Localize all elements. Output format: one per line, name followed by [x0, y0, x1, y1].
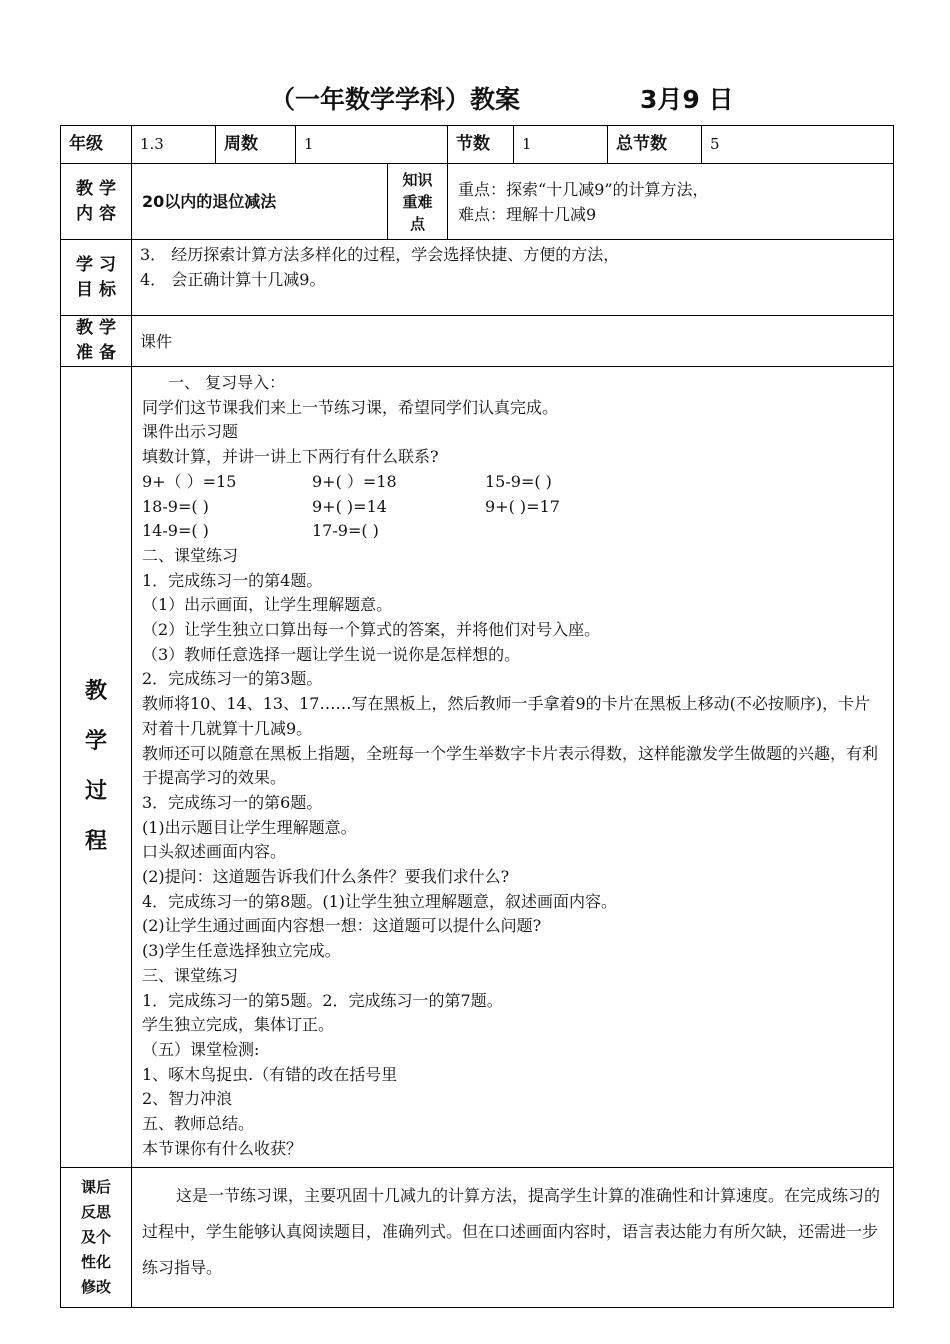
grade-value: 1.3 — [132, 126, 216, 164]
process-line: （五）课堂检测: — [142, 1039, 260, 1059]
process-line: 1、啄木鸟捉虫.（有错的改在括号里 — [142, 1064, 398, 1084]
process-paragraph: 教师还可以随意在黑板上指题，全班每一个学生举数字卡片表示得数，这样能激发学生做题的兴趣，有利于提高学习的效果。 — [142, 743, 879, 788]
process-line: 一、 复习导入： — [168, 373, 286, 392]
label-line: 教 学 — [76, 178, 116, 199]
learning-goals-value — [132, 240, 894, 316]
lesson-plan-title: （一年数学学科）教案 — [270, 85, 521, 114]
process-line: 4．完成练习一的第8题。(1)让学生独立理解题意，叙述画面内容。 — [142, 891, 618, 911]
process-line: 五、教师总结。 — [142, 1114, 255, 1134]
process-line: (3)学生任意选择独立完成。 — [142, 941, 341, 961]
process-line: 2、智力冲浪 — [142, 1089, 233, 1109]
teaching-content-label — [61, 164, 132, 240]
label-line: 学 习 — [76, 254, 116, 275]
goal-item: 3． 经历探索计算方法多样化的过程，学会选择快捷、方便的方法， — [140, 245, 620, 264]
process-line: 二、课堂练习 — [142, 545, 239, 565]
grade-label: 年级 — [61, 126, 132, 164]
process-line: 同学们这节课我们来上一节练习课，希望同学们认真完成。 — [142, 397, 559, 417]
process-line: (1)出示题目让学生理解题意。 — [142, 817, 357, 837]
process-line: 3．完成练习一的第6题。 — [142, 792, 323, 812]
label-char: 程 — [84, 829, 107, 855]
process-line: 填数计算，并讲一讲上下两行有什么联系? — [142, 447, 439, 467]
label-line: 性化 — [80, 1253, 111, 1272]
session-value: 1 — [514, 126, 608, 164]
exercise-item: 18-9=( ) — [142, 496, 209, 516]
week-label: 周数 — [216, 126, 296, 164]
process-line: （1）出示画面，让学生理解题意。 — [142, 595, 393, 615]
goal-item: 4． 会正确计算十几减9。 — [140, 270, 326, 289]
process-line: 口头叙述画面内容。 — [142, 842, 287, 862]
exercise-item: 9+( )=17 — [485, 496, 560, 516]
lesson-plan-table — [60, 125, 894, 1308]
session-label: 节数 — [448, 126, 514, 164]
difficulty-point: 难点：理解十几减9 — [458, 204, 597, 224]
page-title — [0, 80, 950, 120]
label-line: 课后 — [80, 1178, 111, 1197]
label-line: 修改 — [80, 1278, 111, 1297]
exercise-row — [142, 519, 885, 544]
process-line: 本节课你有什么收获？ — [142, 1138, 303, 1158]
key-points-label — [388, 164, 448, 240]
process-line: 三、课堂练习 — [142, 965, 239, 985]
label-line: 点 — [410, 214, 426, 233]
exercise-item: 9+( ）=18 — [312, 471, 397, 491]
process-line: （2）让学生独立口算出每一个算式的答案，并将他们对号入座。 — [142, 619, 601, 639]
label-line: 准 备 — [76, 343, 116, 363]
process-line: 1．完成练习一的第5题。2．完成练习一的第7题。 — [142, 990, 503, 1010]
process-line: （3）教师任意选择一题让学生说一说你是怎样想的。 — [142, 644, 521, 664]
learning-goals-label — [61, 240, 132, 316]
process-line: 学生独立完成，集体订正。 — [142, 1015, 335, 1035]
process-line: 课件出示习题 — [142, 422, 239, 442]
label-line: 重难 — [402, 192, 433, 211]
key-points-value — [448, 164, 894, 240]
label-line: 及个 — [80, 1228, 111, 1247]
goals-row — [61, 240, 894, 316]
process-line: (2)提问：这道题告诉我们什么条件？要我们求什么? — [142, 867, 510, 887]
reflection-label — [61, 1168, 132, 1308]
label-line: 知识 — [402, 170, 433, 189]
label-char: 教 — [84, 679, 107, 705]
total-sessions-value: 5 — [702, 126, 894, 164]
teaching-process-content — [132, 367, 894, 1168]
exercise-row — [142, 470, 885, 495]
key-point: 重点：探索“十几减9”的计算方法， — [458, 179, 709, 199]
total-sessions-label: 总节数 — [608, 126, 702, 164]
label-char: 学 — [84, 729, 107, 755]
exercise-item: 17-9=( ) — [312, 521, 379, 541]
prep-row — [61, 316, 894, 367]
teaching-content-value: 20以内的退位减法 — [132, 164, 388, 240]
exercise-item: 14-9=( ) — [142, 521, 209, 541]
exercise-row — [142, 495, 885, 520]
label-char: 过 — [84, 779, 107, 805]
process-line: 1．完成练习一的第4题。 — [142, 570, 323, 590]
exercise-item: 9+（ ）=15 — [142, 471, 237, 491]
process-line: (2)让学生通过画面内容想一想：这道题可以提什么问题? — [142, 916, 542, 936]
exercise-item: 15-9=( ) — [485, 471, 552, 491]
label-line: 教 学 — [76, 318, 116, 338]
process-paragraph: 教师将10、14、13、17……写在黑板上，然后教师一手拿着9的卡片在黑板上移动(不必按顺序)，卡片对着十几就算十几减9。 — [142, 694, 871, 738]
process-row — [61, 367, 894, 1168]
teaching-prep-value: 课件 — [132, 316, 894, 367]
content-row — [61, 164, 894, 240]
teaching-prep-label — [61, 316, 132, 367]
teaching-process-label — [61, 367, 132, 1168]
lesson-date: 3月9 日 — [640, 85, 734, 114]
week-value: 1 — [296, 126, 448, 164]
reflection-text: 这是一节练习课，主要巩固十几减九的计算方法，提高学生计算的准确性和计算速度。在完成练习的过程中，学生能够认真阅读题目，准确列式。但在口述画面内容时，语言表达能力有所欠缺，还需进一步练习指导。 — [132, 1168, 894, 1308]
exercise-item: 9+( )=14 — [312, 496, 387, 516]
process-line: 2．完成练习一的第3题。 — [142, 669, 323, 689]
label-line: 反思 — [80, 1203, 111, 1222]
label-line: 目 标 — [76, 279, 116, 300]
label-line: 内 容 — [76, 203, 116, 224]
reflection-row — [61, 1168, 894, 1308]
info-row — [61, 126, 894, 164]
